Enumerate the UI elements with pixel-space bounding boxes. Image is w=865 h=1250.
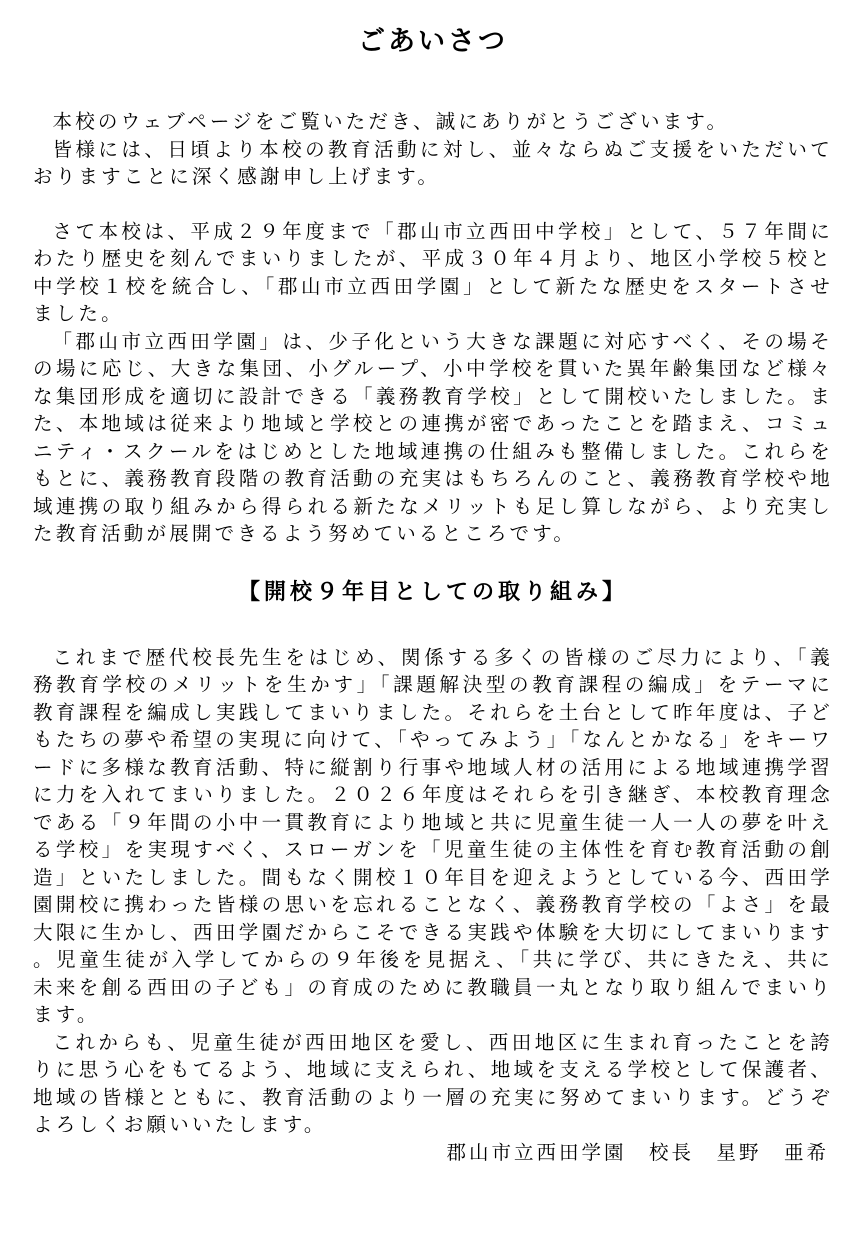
page-title: ごあいさつ bbox=[358, 26, 508, 57]
efforts-paragraph-1: これまで歴代校長先生をはじめ、関係する多くの皆様のご尽力により、「義務教育学校のメリットを生かす」「課題解決型の教育課程の編成」をテーマに教育課程を編成し実践してまいりました。それらを土台として昨年度は、子どもたちの夢や希望の実現に向けて、「やってみよう」「なんとかなる」をキーワードに多様な教育活動、特に縦割り行事や地域人材の活用による地域連携学習に力を入れてまいりました。２０２６年度はそれらを引き継ぎ、本校教育理念である「９年間の小中一貫教育により地域と共に児童生徒一人一人の夢を叶える学校」を実現すべく、スローガンを「児童生徒の主体性を育む教育活動の創造」といたしました。間もなく開校１０年目を迎えようとしている今、西田学園開校に携わった皆様の思いを忘れることなく、義務教育学校の「よさ」を最大限に生かし、西田学園だからこそできる実践や体験を大切にしてまいります。児童生徒が入学してからの９年後を見据え、「共に学び、共にきたえ、共に未来を創る西田の子ども」の育成のために教職員一丸となり取り組んでまいります。 bbox=[33, 645, 833, 1026]
spacer bbox=[33, 191, 833, 218]
spacer bbox=[33, 64, 833, 108]
spacer bbox=[33, 548, 833, 578]
principal-signature: 郡山市立西田学園 校長 星野 亜希 bbox=[446, 1140, 829, 1164]
history-paragraph-1: さて本校は、平成２９年度まで「郡山市立西田中学校」として、５７年間にわたり歴史を刻んでまいりましたが、平成３０年４月より、地区小学校５校と中学校１校を統合し、「郡山市立西田学園」として新たな歴史をスタートさせました。 bbox=[33, 219, 833, 325]
section-heading: 【開校９年目としての取り組み】 bbox=[237, 579, 628, 605]
efforts-paragraph-2: これからも、児童生徒が西田地区を愛し、西田地区に生まれ育ったことを誇りに思う心をもてるよう、地域に支えられ、地域を支える学校として保護者、地域の皆様とともに、教育活動のより一層の充実に努めてまいります。どうぞよろしくお願いいたします。 bbox=[33, 1030, 833, 1136]
intro-paragraph-2: 皆様には、日頃より本校の教育活動に対し、並々ならぬご支援をいただいておりますことに深く感謝申し上げます。 bbox=[33, 137, 833, 188]
history-paragraph-2: 「郡山市立西田学園」は、少子化という大きな課題に対応すべく、その場その場に応じ、大きな集団、小グループ、小中学校を貫いた異年齢集団など様々な集団形成を適切に設計できる「義務教育学校」として開校いたしました。また、本地域は従来より地域と学校との連携が密であったことを踏まえ、コミュニティ・スクールをはじめとした地域連携の仕組みも整備しました。これらをもとに、義務教育段階の教育活動の充実はもちろんのこと、義務教育学校や地域連携の取り組みから得られる新たなメリットも足し算しながら、より充実した教育活動が展開できるよう努めているところです。 bbox=[33, 329, 833, 545]
spacer bbox=[33, 608, 833, 644]
greeting-document bbox=[33, 20, 833, 1166]
intro-paragraph-1: 本校のウェブページをご覧いただき、誠にありがとうございます。 bbox=[52, 110, 730, 133]
